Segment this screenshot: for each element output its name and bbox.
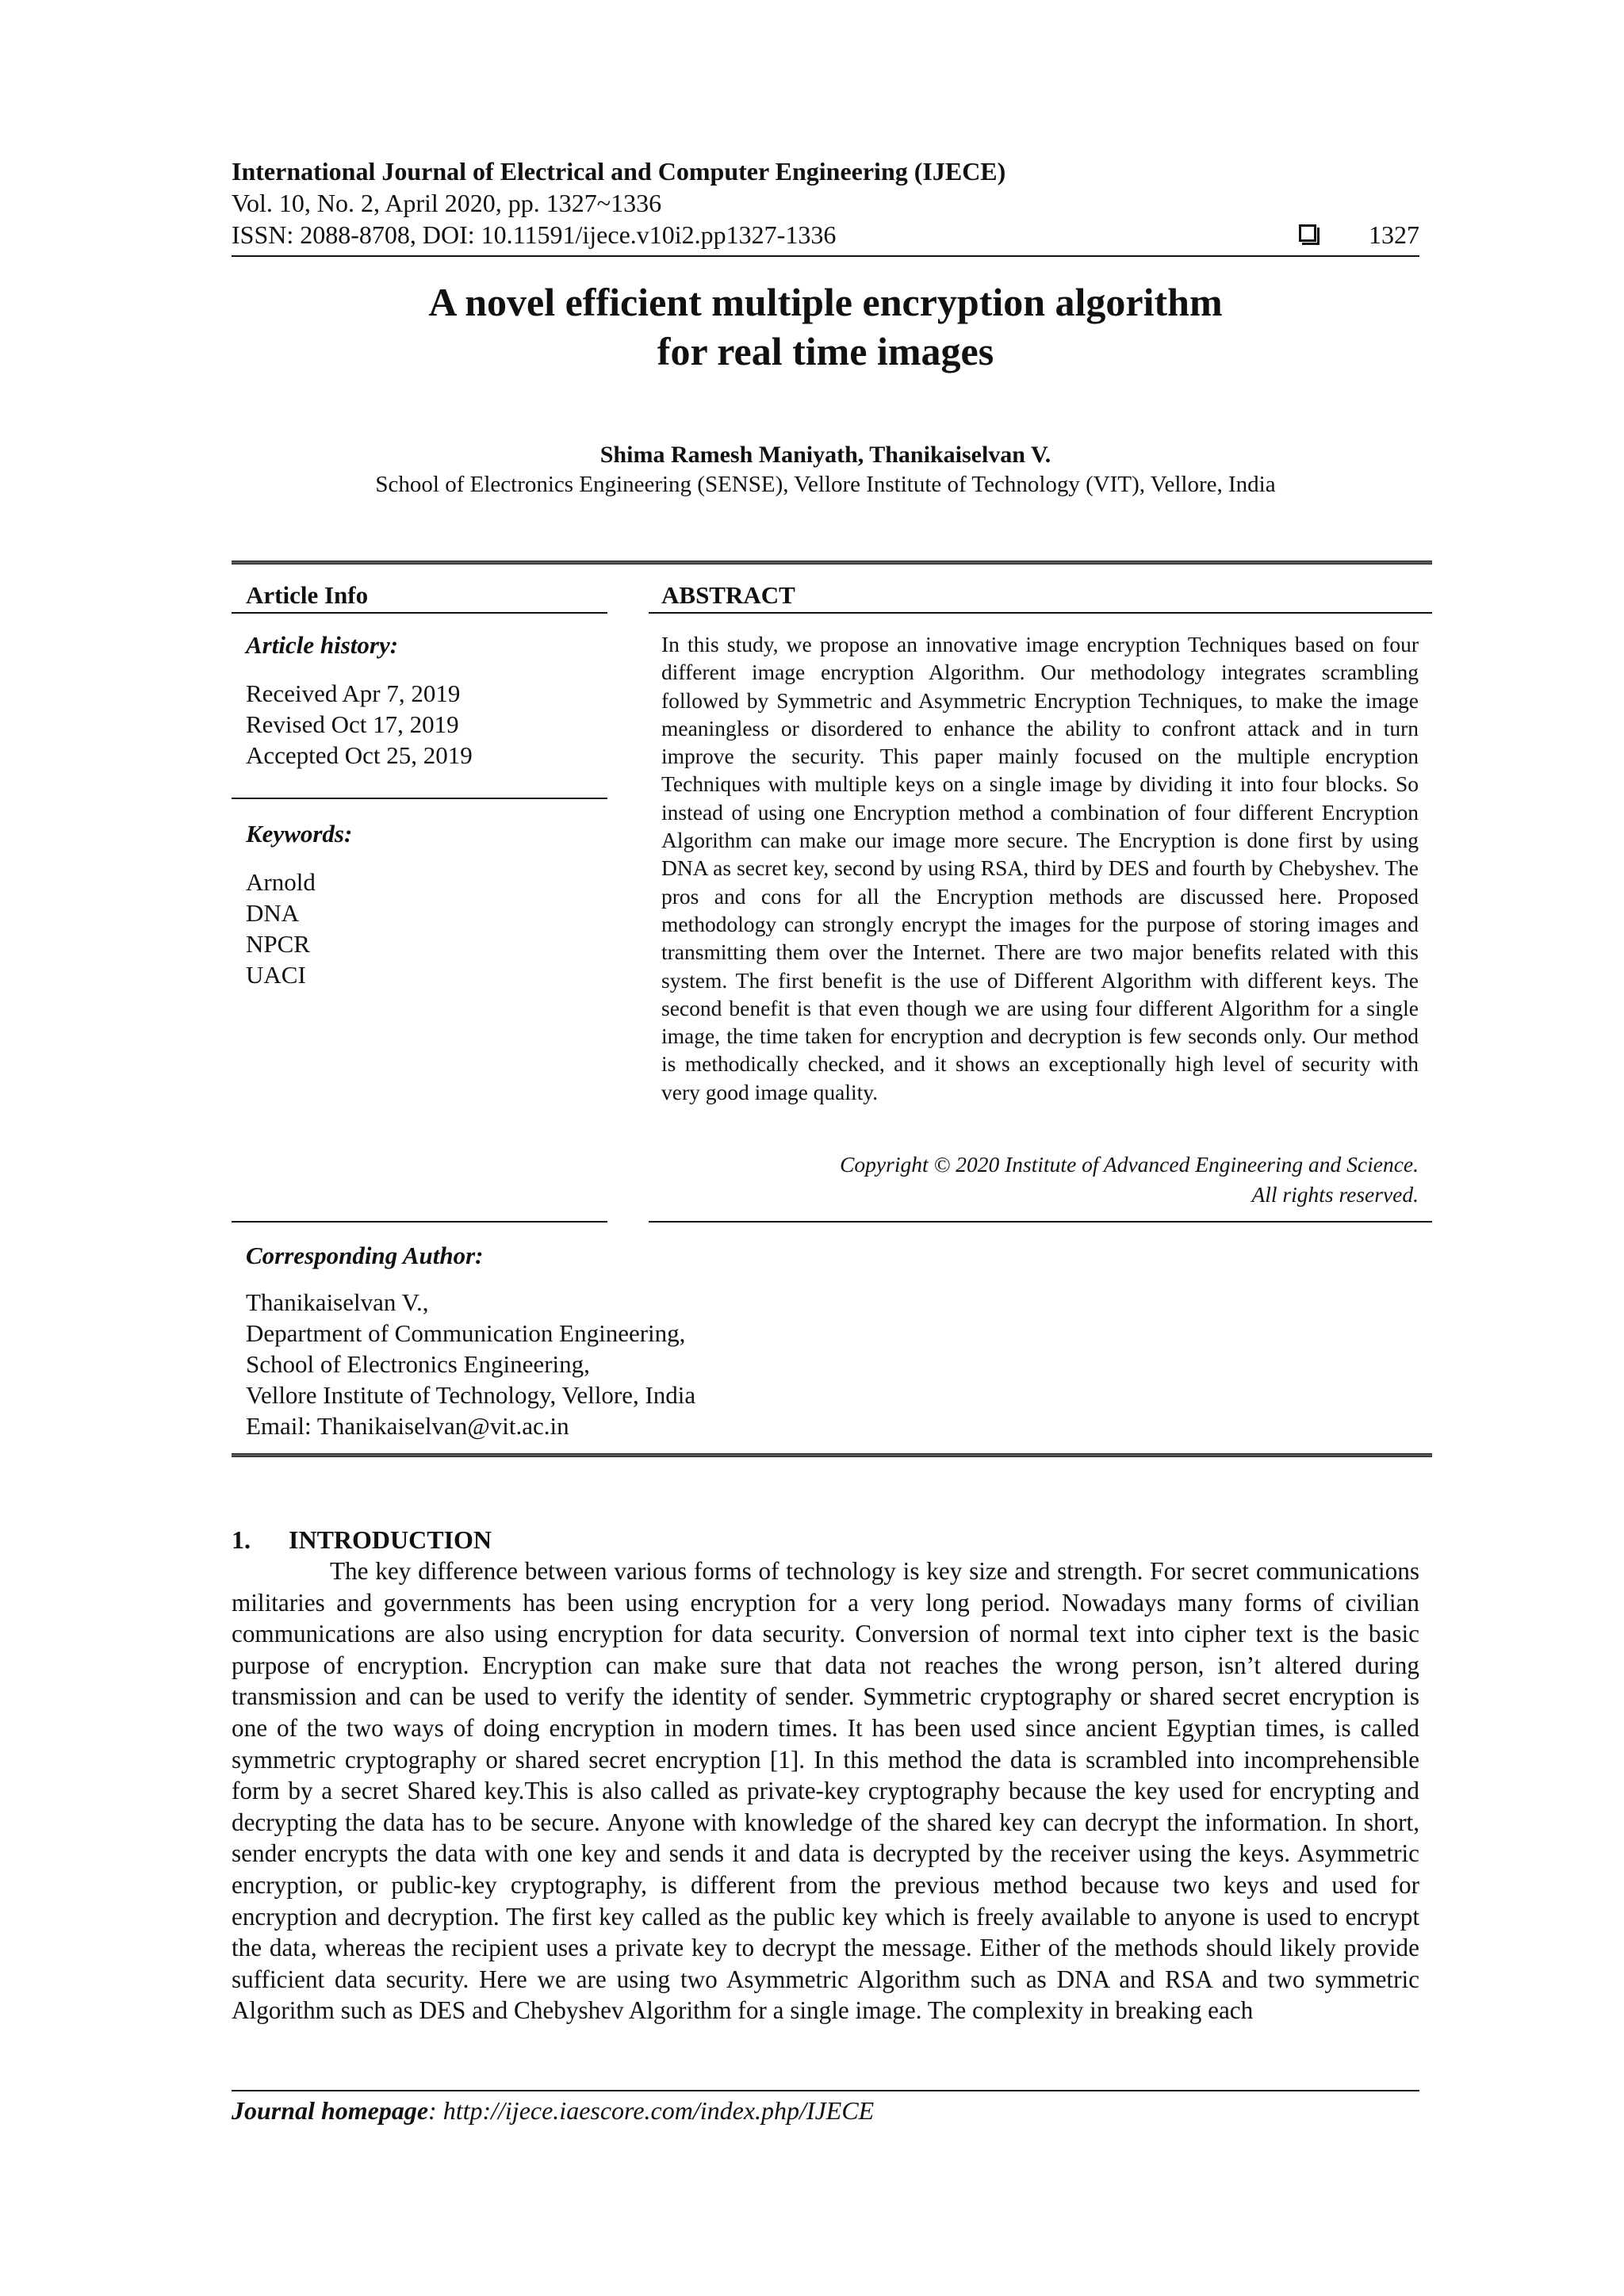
keywords-heading: Keywords: xyxy=(246,820,353,848)
authors: Shima Ramesh Maniyath, Thanikaiselvan V. xyxy=(599,442,1051,468)
section-number: 1. xyxy=(232,1525,251,1554)
info-box-top-rule xyxy=(232,561,1432,564)
issn-row xyxy=(232,219,1419,251)
article-history xyxy=(246,630,607,771)
article-info-heading-wrap xyxy=(246,580,607,610)
keyword: DNA xyxy=(246,899,300,927)
corresponding-author-heading: Corresponding Author: xyxy=(246,1242,484,1269)
article-info-rule xyxy=(232,612,607,614)
abstract-rule xyxy=(649,612,1432,614)
journal-name: International Journal of Electrical and Computer Engineering (IJECE) xyxy=(232,157,1006,186)
introduction-text: The key difference between various forms of technology is key size and strength. For secret communications militaries and governments has been using encryption for a very long period. Nowadays many forms of civilian communications are also using encryption for data security. Conversion of normal text into cipher text is the basic purpose of encryption. Encryption can make sure that data not reaches the wrong person, isn’t altered during transmission and can be used to verify the identity of sender. Symmetric cryptography or shared secret encryption is one of the two ways of doing encryption in modern times. It has been used since ancient Egyptian times, is called symmetric cryptography or shared secret encryption [1]. In this method the data is scrambled into incomprehensible form by a secret Shared key.This is also called as private-key cryptography because the key used for encrypting and decrypting the data has to be secure. Anyone with knowledge of the shared key can decrypt the information. In short, sender encrypts the data with one key and sends it and data is decrypted by the receiver using the keys. Asymmetric encryption, or public-key cryptography, is different from the previous method because two keys and used for encryption and decryption. The first key called as the public key which is freely available to anyone is used to encrypt the data, whereas the recipient uses a private key to decrypt the message. Either of the methods should likely provide sufficient data security. Here we are using two Asymmetric Algorithm such as DNA and RSA and two symmetric Algorithm such as DES and Chebyshev Algorithm for a single image. The complexity in breaking each xyxy=(232,1557,1419,2025)
page-number: 1327 xyxy=(1369,220,1419,249)
article-info-heading: Article Info xyxy=(246,581,369,609)
revised-date: Revised Oct 17, 2019 xyxy=(246,710,459,738)
copyright-notice xyxy=(661,1150,1419,1210)
abstract-heading: ABSTRACT xyxy=(661,581,795,609)
paper-title xyxy=(232,277,1419,376)
history-heading: Article history: xyxy=(246,631,399,659)
info-box-bottom-rule xyxy=(232,1453,1432,1457)
homepage-url[interactable]: : http://ijece.iaescore.com/index.php/IJECE xyxy=(428,2096,875,2125)
abstract-text: In this study, we propose an innovative image encryption Techniques based on four different image encryption Algorithm. Our methodology integrates scrambling followed by Symmetric and Asymmetric Encryption Techniques, to make the image meaningless or disordered to enhance the ability to confront attack and in turn improve the security. This paper mainly focused on the multiple encryption Techniques with multiple keys on a single image by dividing it into four blocks. So instead of using one Encryption method a combination of four different Encryption Algorithm can make our image more secure. The Encryption is done first by using DNA as secret key, second by using RSA, third by DES and fourth by Chebyshev. The pros and cons for all the Encryption methods are discussed here. Proposed methodology can strongly encrypt the images for the purpose of storing images and transmitting them over the Internet. There are two major benefits related with this system. The first benefit is the use of Different Algorithm with different keys. The second benefit is that even though we are using four different Algorithm for a single image, the time taken for encryption and decryption is few seconds only. Our method is methodically checked, and it shows an exceptionally high level of security with very good image quality. xyxy=(661,632,1419,1104)
corresponding-email: Email: Thanikaiselvan@vit.ac.in xyxy=(246,1412,569,1440)
footer-rule xyxy=(232,2090,1419,2091)
keywords-block xyxy=(246,819,607,990)
homepage-label: Journal homepage xyxy=(232,2096,429,2125)
copyright-line-2: All rights reserved. xyxy=(1251,1182,1419,1207)
issn-doi: ISSN: 2088-8708, DOI: 10.11591/ijece.v10i2.pp1327-1336 xyxy=(232,220,837,249)
affiliation: School of Electronics Engineering (SENSE), Vellore Institute of Technology (VIT), Vellore, India xyxy=(375,472,1276,497)
left-bottom-rule xyxy=(232,1221,607,1223)
header-rule xyxy=(232,255,1419,257)
keyword: Arnold xyxy=(246,868,316,896)
corresponding-institute: Vellore Institute of Technology, Vellore, India xyxy=(246,1381,696,1409)
keyword: UACI xyxy=(246,961,306,989)
section-heading-introduction xyxy=(232,1524,492,1556)
history-rule xyxy=(232,798,607,799)
accepted-date: Accepted Oct 25, 2019 xyxy=(246,741,473,769)
title-line-1: A novel efficient multiple encryption algorithm xyxy=(428,280,1223,324)
square-bullet-icon xyxy=(1299,224,1316,242)
corresponding-department: Department of Communication Engineering, xyxy=(246,1319,686,1347)
running-header xyxy=(232,155,1419,251)
received-date: Received Apr 7, 2019 xyxy=(246,679,461,707)
title-line-2: for real time images xyxy=(657,329,994,373)
section-title: INTRODUCTION xyxy=(289,1525,492,1554)
volume-info: Vol. 10, No. 2, April 2020, pp. 1327~1336 xyxy=(232,189,662,217)
keyword: NPCR xyxy=(246,930,310,958)
journal-homepage xyxy=(232,2095,874,2126)
corresponding-name: Thanikaiselvan V., xyxy=(246,1288,429,1316)
right-bottom-rule xyxy=(649,1221,1432,1223)
corresponding-author-details xyxy=(246,1287,959,1441)
corresponding-school: School of Electronics Engineering, xyxy=(246,1350,590,1378)
copyright-line-1: Copyright © 2020 Institute of Advanced Engineering and Science. xyxy=(840,1152,1419,1177)
